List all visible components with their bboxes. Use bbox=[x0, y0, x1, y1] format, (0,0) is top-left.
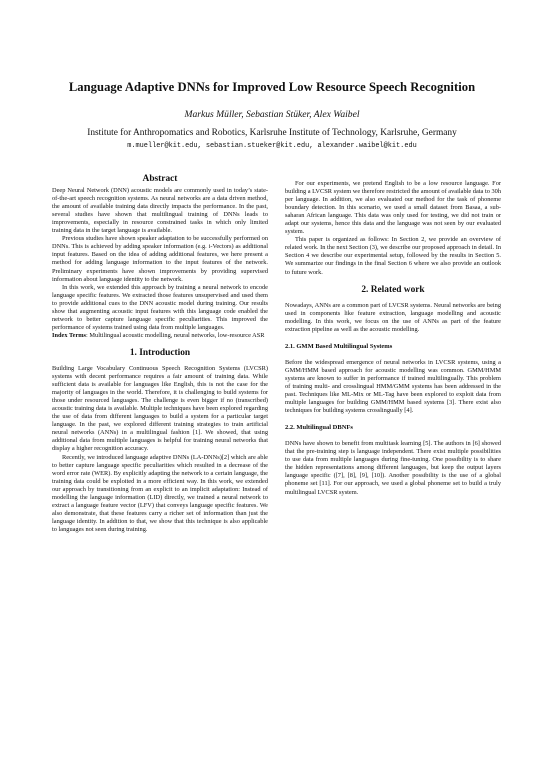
paper-authors: Markus Müller, Sebastian Stüker, Alex Waibel bbox=[184, 109, 360, 120]
subsection-heading: 2.1. GMM Based Multilingual Systems bbox=[285, 342, 393, 350]
index-terms-text: : Multilingual acoustic modelling, neural networks, low-resource ASR bbox=[86, 331, 265, 339]
abstract-paragraph: Previous studies have shown speaker adaptation to be successfully performed on DNNs. This is achieved by adding speaker information (e.g. i-Vectors) as additional input features. Based on the idea of adding additional features, we here present a method for adding language information to the input features of the network. Preliminary experiments have shown improvements by providing supervised information about language identity to the network. bbox=[52, 235, 268, 283]
abstract-paragraph: Deep Neural Network (DNN) acoustic models are commonly used in today’s state-of-the-art speech recognition systems. As neural networks are a data driven method, the amount of available training data directly impacts the performance. In the past, several studies have shown that multilingual training of DNNs leads to improvements, especially in resource constrained tasks in which only limited training data in the target language is available. bbox=[52, 187, 268, 235]
right-column bbox=[285, 180, 501, 497]
paper-emails: m.mueller@kit.edu, sebastian.stueker@kit.edu, alexander.waibel@kit.edu bbox=[127, 142, 417, 150]
related-work-heading: 2. Related work bbox=[361, 284, 425, 295]
abstract-paragraph: In this work, we extended this approach by training a neural network to encode language specific features. We extracted those features unsupervised and used them to provide additional cues to the DNN acoustic model during training. Our results show that augmenting acoustic input features with this language code enabled the network to better capture language specific peculiarities. This improved the performance of systems trained using data from multiple languages. bbox=[52, 283, 268, 331]
intro-paragraph: This paper is organized as follows: In Section 2, we provide an overview of related work. In the next Section (3), we describe our proposed approach in detail. In Section 4 we describe our experimental setup, followed by the results in Section 5. We summarize our findings in the final Section 6 where we also provide an outlook to future work. bbox=[285, 236, 501, 276]
paper-affiliation: Institute for Anthropomatics and Robotics, Karlsruhe Institute of Technology, Karlsruhe, Germany bbox=[87, 128, 457, 138]
introduction-heading: 1. Introduction bbox=[129, 347, 191, 358]
related-paragraph: Nowadays, ANNs are a common part of LVCSR systems. Neural networks are being used in components like feature extraction, language modelling and acoustic modelling. In this work, we focus on the use of ANNs as part of the feature extraction pipeline as well as the acoustic modelling. bbox=[285, 301, 501, 333]
left-column bbox=[52, 175, 268, 534]
paper-title: Language Adaptive DNNs for Improved Low Resource Speech Recognition bbox=[68, 80, 476, 94]
index-terms bbox=[52, 332, 268, 340]
intro-paragraph: For our experiments, we pretend English to be a low resource language. For building a LVCSR system we therefore restricted the amount of available data to 30h per language. In addition, we also evaluated our method for the task of phoneme boundary detection. In this scenario, we used a small dataset from Basaa, a sub-saharan African language. This data was only used for testing, we did not train or adapt our systems, hence this data and the language was not seen by our evaluated system. bbox=[285, 180, 501, 236]
related-paragraph: DNNs have shown to benefit from multitask learning [5]. The authors in [6] showed that the pre-training step is language independent. There exist multiple possibilities to use data from multiple languages during fine-tuning. One possibility is to share the hidden representations among different languages, but keep the output layers language specific ([7], [8], [9], [10]). Another possibility is the use of a global phoneme set [11]. For our approach, we used a global phoneme set to build a truly multilingual LVCSR system. bbox=[285, 440, 501, 496]
intro-paragraph: Recently, we introduced language adaptive DNNs (LA-DNNs)[2] which are able to better capture language specific peculiarities which resulted in a decrease of the word error rate (WER). By explicitly adapting the network to a certain language, the training data could be exploited in a more efficient way. In this work, we extended our approach by transitioning from an explicit to an implicit adaptation: Instead of modelling the language information (LID) directly, we trained a neural network to extract a language feature vector (LFV) that conveys language specific features. We also demonstrate, that these features carry a richer set of information than just the language identity. In addition to that, we show that this technique is also applicable to languages not seen during training. bbox=[52, 453, 268, 533]
subsection-heading: 2.2. Multilingual DBNFs bbox=[285, 424, 353, 432]
index-terms-label: Index Terms bbox=[52, 331, 87, 339]
related-paragraph: Before the widespread emergence of neural networks in LVCSR systems, using a GMM/HMM based approach for acoustic modelling was common. GMM/HMM systems are known to suffer in performance if trained multilingually. This problem of training multi- and crosslingual HMM/GMM systems has been addressed in the past. Techniques like ML-Mix or ML-Tag have been explored to exploit data from multiple languages for building GMM/HMM based systems [3]. There exist also techniques for building systems crosslingually [4]. bbox=[285, 358, 501, 415]
intro-paragraph: Building Large Vocabulary Continuous Speech Recognition Systems (LVCSR) systems with decent performance requires a fair amount of training data. While sufficient data is available for languages like English, this is not the case for the majority of languages in the world. Therefore, it is challenging to build systems for those under resourced languages. The challenge is even bigger if no (transcribed) acoustic training data is available. Multiple techniques have been explored regarding the use of data from different languages to build a system for a particular target language. In the past, we explored different training strategies to train artificial neural networks (ANNs) in a multilingual fashion [1]. We showed, that using additional data from multiple languages is helpful for training neural networks that display a higher recognition accuracy. bbox=[52, 364, 268, 453]
abstract-heading: Abstract bbox=[142, 174, 178, 184]
